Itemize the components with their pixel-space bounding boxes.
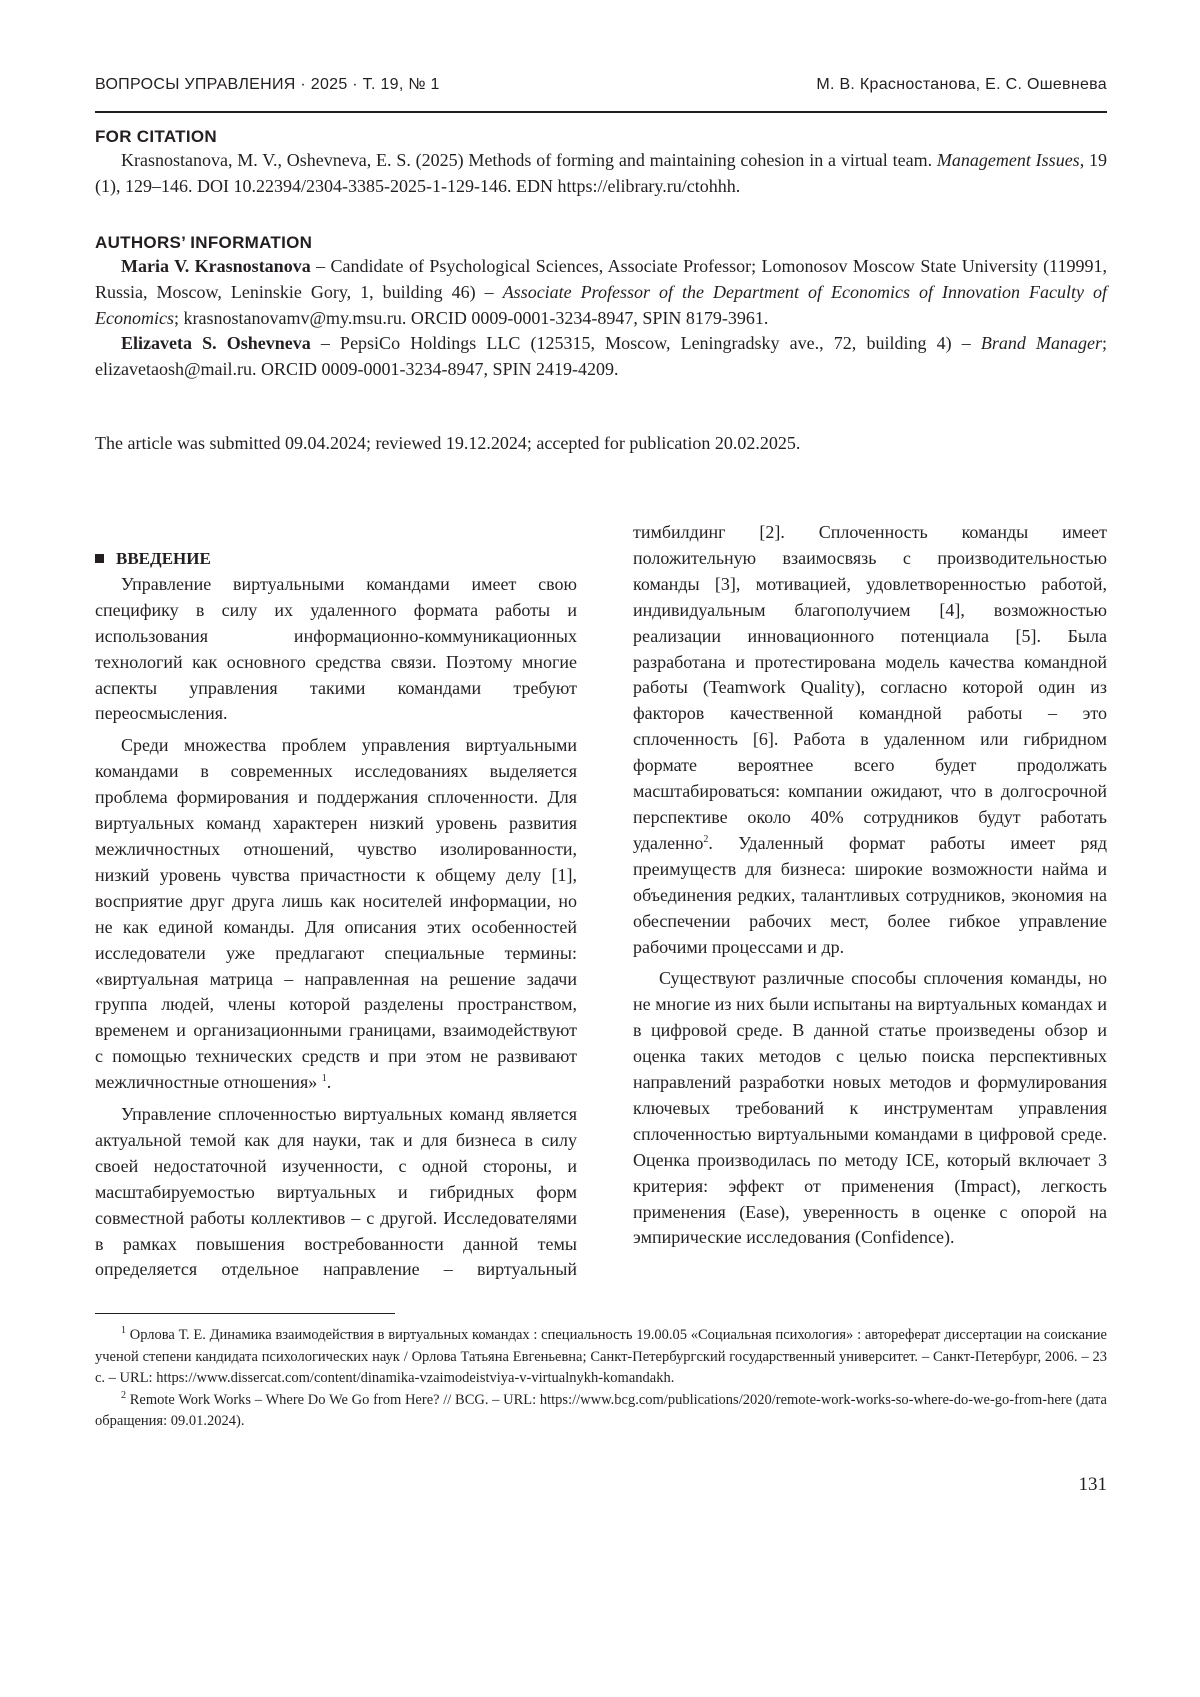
author-name: Elizaveta S. Oshevneva	[121, 333, 311, 353]
author-affil: – PepsiCo Holdings LLC (125315, Moscow, Leningradsky ave., 72, building 4) –	[311, 333, 981, 353]
citation-part: , 19 (1), 129–146. DOI 10.22394/2304-3385-2025-1-129-146. EDN https://elibrary.ru/ctohhh.	[95, 150, 1107, 196]
citation-text	[95, 148, 1107, 200]
footnotes	[95, 1325, 1107, 1433]
paragraph-text: . Удаленный формат работы имеет ряд преимуществ для бизнеса: широкие возможности найма и объединения редких, талантливых сотрудников, экономия на обеспечении рабочих мест, более гибкое управление рабочими процессами и др.	[633, 833, 1107, 957]
paragraph-continued	[633, 520, 1107, 960]
citation-heading: FOR CITATION	[95, 126, 1107, 148]
footnote-text: Орлова Т. Е. Динамика взаимодействия в виртуальных командах : специальность 19.00.05 «Социальная психология» : автореферат диссертации на соискание ученой степени кандидата психологических наук / Орлова Татьяна Евгеньевна; Санкт-Петербургский государственный университет. – Санкт-Петербург, 2006. – 23 с. – URL: https://www.dissercat.com/content/dinamika-vzaimodeistviya-v-virtualnykh-komandakh.	[95, 1327, 1107, 1386]
paragraph-text: Среди множества проблем управления виртуальными командами в современных исследованиях выделяется проблема формирования и поддержания сплоченности. Для виртуальных команд характерен низкий уровень развития межличностных отношений, чувство изолированности, низкий уровень чувства причастности к общему делу [1], восприятие друг друга лишь как носителей информации, но не как единой команды. Для описания этих особенностей исследователи уже предлагают специальные термины: «виртуальная матрица – направленная на решение задачи группа людей, члены которой разделены пространством, временем и организационными границами, взаимодействуют с помощью технических средств и при этом не развивают межличностные отношения»	[95, 735, 577, 1092]
author-2	[95, 331, 1107, 383]
running-header	[95, 76, 1107, 94]
header-rule	[95, 111, 1107, 113]
footnote	[95, 1325, 1107, 1390]
left-column	[95, 546, 577, 1283]
footnote-rule	[95, 1313, 395, 1314]
author-position: Associate Professor of the Department of Economics of Innovation Faculty of Economics	[95, 282, 1107, 328]
author-1	[95, 254, 1107, 331]
citation-part: Krasnostanova, M. V., Oshevneva, E. S. (2025) Methods of forming and maintaining cohesion in a virtual team.	[121, 150, 937, 170]
footnote-number: 2	[121, 1390, 126, 1401]
author-position: Brand Manager	[981, 333, 1102, 353]
paragraph-text: тимбилдинг [2]. Сплоченность команды имеет положительную взаимосвязь с производительностью команды [3], мотивацией, удовлетворенностью работой, индивидуальным благополучием [4], возможностью реализации инновационного потенциала [5]. Была разработана и протестирована модель качества командной работы (Teamwork Quality), согласно которой один из факторов качественной командной работы – это сплоченность [6]. Работа в удаленном или гибридном формате вероятнее всего будет продолжать масштабироваться: компании ожидают, что в долгосрочной перспективе около 40% сотрудников будут работать удаленно	[633, 522, 1107, 853]
section-title: ВВЕДЕНИЕ	[116, 546, 211, 572]
footnote-ref[interactable]: 1	[322, 1073, 327, 1084]
page-number: 131	[1079, 1474, 1108, 1496]
article-dates: The article was submitted 09.04.2024; reviewed 19.12.2024; accepted for publication 20.02.2025.	[95, 431, 1107, 457]
authors-heading: AUTHORS’ INFORMATION	[95, 232, 1107, 254]
bullet-square-icon	[95, 554, 104, 563]
paragraph: Существуют различные способы сплочения команды, но не многие из них были испытаны на виртуальных командах и в цифровой среде. В данной статье произведены обзор и оценка таких методов с целью поиска перспективных направлений разработки новых методов и формулирования ключевых требований к инструментам управления сплоченностью виртуальными командами в цифровой среде. Оценка производилась по методу ICE, который включает 3 критерия: эффект от применения (Impact), легкость применения (Ease), уверенность в оценке с опорой на эмпирические исследования (Confidence).	[633, 966, 1107, 1251]
author-contacts: ; elizavetaosh@mail.ru. ORCID 0009-0001-3234-8947, SPIN 2419-4209.	[95, 333, 1107, 379]
footnote-text: Remote Work Works – Where Do We Go from Here? // BCG. – URL: https://www.bcg.com/publications/2020/remote-work-works-so-where-do-we-go-from-here (дата обращения: 09.01.2024).	[95, 1392, 1107, 1430]
footnote-ref[interactable]: 2	[703, 834, 708, 845]
footnote-number: 1	[121, 1325, 126, 1336]
header-authors: М. В. Красностанова, Е. С. Ошевнева	[816, 76, 1107, 94]
right-column	[633, 520, 1107, 1251]
paragraph: Управление сплоченностью виртуальных команд является актуальной темой как для науки, так и для бизнеса в силу своей недостаточной изученности, с одной стороны, и масштабируемостью виртуальных и гибридных форм совместной работы коллективов – с другой. Исследователями в рамках повышения востребованности данной темы определяется отдельное направление – виртуальный	[95, 1102, 577, 1283]
paragraph	[95, 733, 577, 1096]
paragraph: Управление виртуальными командами имеет свою специфику в силу их удаленного формата работы и использования информационно-коммуникационных технологий как основного средства связи. Поэтому многие аспекты управления такими командами требуют переосмысления.	[95, 572, 577, 727]
author-affil: – Candidate of Psychological Sciences, Associate Professor; Lomonosov Moscow State University (119991, Russia, Moscow, Leninskie Gory, 1, building 46) –	[95, 256, 1107, 302]
footnote	[95, 1390, 1107, 1433]
journal-title: ВОПРОСЫ УПРАВЛЕНИЯ · 2025 · Т. 19, № 1	[95, 76, 440, 94]
citation-journal: Management Issues	[937, 150, 1080, 170]
citation-section	[95, 126, 1107, 200]
authors-section	[95, 232, 1107, 383]
paragraph-text: .	[327, 1072, 332, 1092]
author-contacts: ; krasnostanovamv@my.msu.ru. ORCID 0009-0001-3234-8947, SPIN 8179-3961.	[174, 308, 768, 328]
author-name: Maria V. Krasnostanova	[121, 256, 311, 276]
section-heading	[95, 546, 577, 572]
